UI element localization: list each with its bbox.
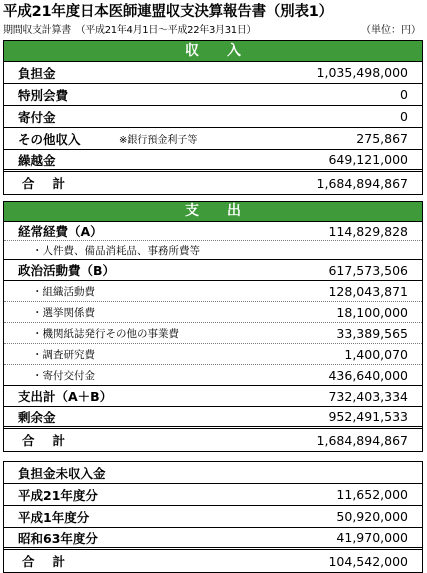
table-row (4, 506, 422, 528)
row-amount: 275,867 (356, 131, 408, 146)
row-label: 経常経費（A） (18, 224, 103, 239)
table-row (4, 84, 422, 106)
receivable-header: 負担金未収入金 (18, 465, 106, 481)
total-amount: 104,542,000 (328, 553, 408, 569)
row-label: 繰越金 (18, 152, 56, 168)
row-label: ・機関紙誌発行その他の事業費 (32, 327, 179, 340)
row-label: ・調査研究費 (32, 348, 95, 361)
table-row (4, 281, 422, 302)
table-row (4, 150, 422, 172)
table-row (4, 323, 422, 344)
table-row (4, 344, 422, 365)
table-row (4, 407, 422, 429)
table-row (4, 302, 422, 323)
row-amount: 114,829,828 (328, 223, 408, 239)
total-label: 合計 (22, 554, 84, 569)
receivable-table (3, 461, 423, 573)
row-amount: 128,043,871 (328, 283, 408, 299)
row-amount: 0 (400, 109, 408, 124)
income-header: 収 入 (4, 41, 422, 62)
row-label: 政治活動費（B） (18, 263, 116, 278)
report-period: 期間収支計算書 （平成21年4月1日～平成22年3月31日） (3, 25, 257, 36)
row-detail: ・人件費、備品消耗品、事務所費等 (32, 244, 200, 257)
row-label: その他収入 (18, 131, 81, 147)
unit-label: （単位：円） (361, 25, 421, 36)
report-title: 平成21年度日本医師連盟収支決算報告書（別表1） (3, 4, 333, 20)
total-label: 合計 (22, 433, 84, 448)
receivable-header-row (4, 462, 422, 484)
row-label: 剰余金 (18, 409, 56, 425)
row-amount: 732,403,334 (328, 388, 408, 404)
income-table (3, 40, 423, 195)
row-label: 負担金 (18, 65, 56, 81)
row-amount: 1,035,498,000 (316, 65, 408, 80)
table-row (4, 106, 422, 128)
table-row (4, 241, 422, 260)
row-note: ※銀行預金利子等 (119, 135, 198, 146)
row-amount: 18,100,000 (336, 304, 408, 320)
table-row (4, 62, 422, 84)
row-label: ・寄付交付金 (32, 369, 95, 382)
row-amount: 11,652,000 (336, 487, 408, 502)
expense-header: 支 出 (4, 202, 422, 222)
row-amount: 0 (400, 87, 408, 102)
income-total-row (4, 172, 422, 194)
row-amount: 617,573,506 (328, 262, 408, 278)
row-amount: 50,920,000 (336, 509, 408, 524)
receivable-total-row (4, 550, 422, 572)
total-amount: 1,684,894,867 (316, 175, 408, 191)
total-amount: 1,684,894,867 (316, 432, 408, 448)
row-amount: 436,640,000 (328, 367, 408, 383)
table-row (4, 528, 422, 550)
table-row (4, 484, 422, 506)
table-row (4, 365, 422, 386)
table-row (4, 128, 422, 150)
row-amount: 1,400,070 (344, 346, 408, 362)
row-label: 特別会費 (18, 87, 69, 103)
expense-total-row (4, 429, 422, 451)
row-label: 支出計（A＋B） (18, 389, 113, 404)
row-label: ・組織活動費 (32, 285, 95, 298)
row-label: 寄付金 (18, 109, 56, 125)
row-label: 昭和63年度分 (18, 530, 98, 546)
table-row (4, 260, 422, 281)
row-amount: 41,970,000 (336, 530, 408, 545)
expense-table (3, 201, 423, 452)
row-label: 平成1年度分 (18, 509, 90, 525)
table-row (4, 222, 422, 241)
row-label: ・選挙関係費 (32, 306, 95, 319)
row-amount: 33,389,565 (336, 325, 408, 341)
row-label: 平成21年度分 (18, 487, 98, 503)
row-amount: 952,491,533 (328, 409, 408, 424)
table-row (4, 386, 422, 407)
total-label: 合計 (22, 176, 84, 191)
row-amount: 649,121,000 (328, 152, 408, 167)
